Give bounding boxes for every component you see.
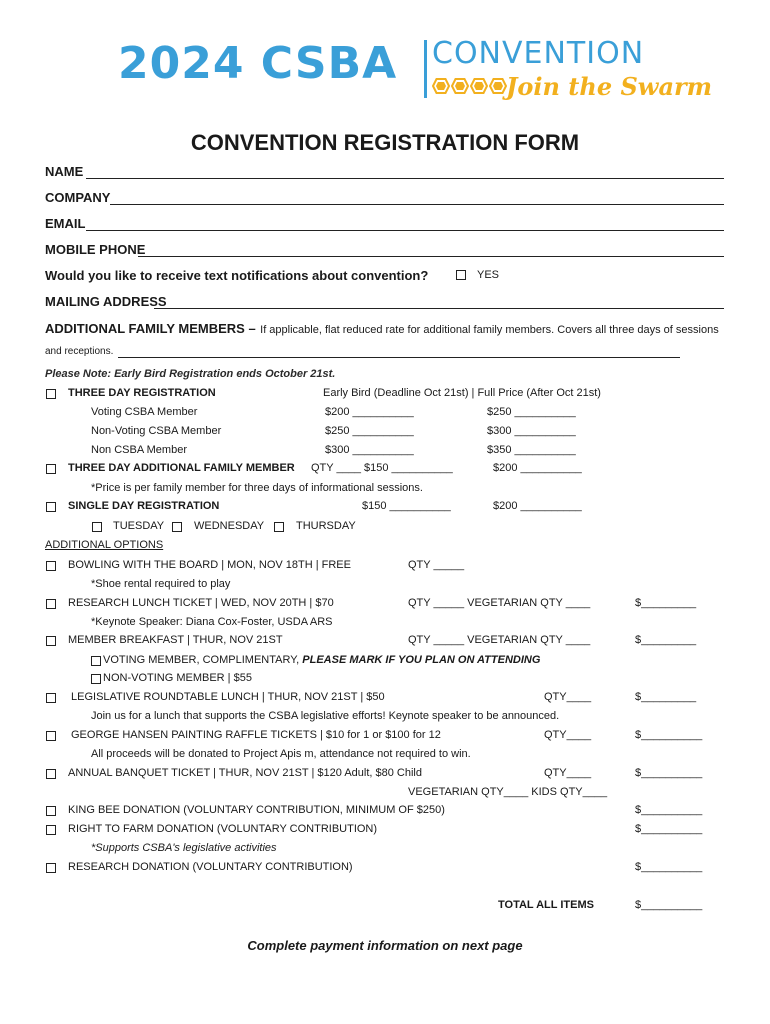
tuesday-label: TUESDAY [113, 520, 165, 532]
lunch-label: RESEARCH LUNCH TICKET | WED, NOV 20TH | $70 [68, 597, 334, 609]
bowling-qty[interactable]: QTY _____ [408, 559, 465, 571]
family-note: If applicable, flat reduced rate for additional family members. Covers all three days of sessions [260, 324, 719, 336]
farm-total[interactable]: $__________ [635, 823, 703, 835]
raffle-checkbox[interactable] [46, 731, 56, 741]
company-label: COMPANY [45, 190, 111, 205]
logo-tagline: Join the Swarm [506, 72, 713, 101]
wednesday-label: WEDNESDAY [194, 520, 265, 532]
family-member-label: THREE DAY ADDITIONAL FAMILY MEMBER [68, 462, 295, 474]
three-day-label: THREE DAY REGISTRATION [68, 387, 216, 399]
honeycomb-icon [470, 78, 488, 94]
bowling-label: BOWLING WITH THE BOARD | MON, NOV 18TH | FREE [68, 559, 351, 571]
logo-convention: CONVENTION [432, 36, 645, 71]
kingbee-checkbox[interactable] [46, 806, 56, 816]
family-note-2: and receptions. [45, 346, 114, 357]
wednesday-checkbox[interactable] [172, 522, 182, 532]
total-value[interactable]: $__________ [635, 899, 703, 911]
raffle-note: All proceeds will be donated to Project Apis m, attendance not required to win. [91, 748, 471, 760]
voting-breakfast-checkbox[interactable] [91, 656, 101, 666]
family-member-early[interactable]: QTY ____ $150 __________ [311, 462, 453, 474]
banquet-checkbox[interactable] [46, 769, 56, 779]
thursday-label: THURSDAY [296, 520, 356, 532]
family-member-full[interactable]: $200 __________ [493, 462, 582, 474]
mailing-field[interactable] [154, 308, 724, 309]
roundtable-note: Join us for a lunch that supports the CSBA legislative efforts! Keynote speaker to be announced. [91, 710, 560, 722]
mobile-field[interactable] [138, 256, 724, 257]
kingbee-total[interactable]: $__________ [635, 804, 703, 816]
farm-checkbox[interactable] [46, 825, 56, 835]
three-day-checkbox[interactable] [46, 389, 56, 399]
research-checkbox[interactable] [46, 863, 56, 873]
text-yes-label: YES [477, 269, 500, 281]
footer-note: Complete payment information on next page [247, 938, 523, 953]
banquet-qty[interactable]: QTY____ [544, 767, 592, 779]
total-label: TOTAL ALL ITEMS [498, 899, 594, 911]
banquet-veg-qty[interactable]: VEGETARIAN QTY____ KIDS QTY____ [408, 786, 608, 798]
lunch-total[interactable]: $_________ [635, 597, 697, 609]
lunch-note: *Keynote Speaker: Diana Cox-Foster, USDA ARS [91, 616, 333, 628]
honeycomb-icon [432, 78, 450, 94]
research-label: RESEARCH DONATION (VOLUNTARY CONTRIBUTION) [68, 861, 353, 873]
single-day-label: SINGLE DAY REGISTRATION [68, 500, 220, 512]
family-field[interactable] [118, 357, 680, 358]
breakfast-label: MEMBER BREAKFAST | THUR, NOV 21ST [68, 634, 283, 646]
price-header: Early Bird (Deadline Oct 21st) | Full Price (After Oct 21st) [323, 387, 601, 399]
roundtable-checkbox[interactable] [46, 693, 56, 703]
text-yes-checkbox[interactable] [456, 270, 466, 280]
family-price-note: *Price is per family member for three days of informational sessions. [91, 482, 423, 494]
nonvoting-full-price[interactable]: $300 __________ [487, 425, 576, 437]
lunch-checkbox[interactable] [46, 599, 56, 609]
email-field[interactable] [86, 230, 724, 231]
voting-breakfast-label: VOTING MEMBER, COMPLIMENTARY, [103, 654, 300, 666]
nonvoting-member-label: Non-Voting CSBA Member [91, 425, 222, 437]
research-total[interactable]: $__________ [635, 861, 703, 873]
nonvoting-early-price[interactable]: $250 __________ [325, 425, 414, 437]
mobile-label: MOBILE PHONE [45, 242, 146, 257]
name-field[interactable] [86, 178, 724, 179]
single-day-full[interactable]: $200 __________ [493, 500, 582, 512]
bowling-note: *Shoe rental required to play [91, 578, 231, 590]
early-bird-note: Please Note: Early Bird Registration ends October 21st. [45, 368, 336, 380]
nonvoting-breakfast-checkbox[interactable] [91, 674, 101, 684]
breakfast-qty[interactable]: QTY _____ VEGETARIAN QTY ____ [408, 634, 591, 646]
email-label: EMAIL [45, 216, 86, 231]
name-label: NAME [45, 164, 84, 179]
logo-year: 2024 CSBA [118, 38, 398, 89]
roundtable-qty[interactable]: QTY____ [544, 691, 592, 703]
voting-member-label: Voting CSBA Member [91, 406, 198, 418]
text-question: Would you like to receive text notifications about convention? [45, 268, 429, 283]
lunch-qty[interactable]: QTY _____ VEGETARIAN QTY ____ [408, 597, 591, 609]
bowling-checkbox[interactable] [46, 561, 56, 571]
nonvoting-breakfast-label: NON-VOTING MEMBER | $55 [103, 672, 252, 684]
honeycomb-icon [489, 78, 507, 94]
farm-note: *Supports CSBA's legislative activities [91, 842, 277, 854]
thursday-checkbox[interactable] [274, 522, 284, 532]
voting-breakfast-line [103, 654, 540, 666]
options-heading: ADDITIONAL OPTIONS [45, 539, 164, 551]
noncsba-early-price[interactable]: $300 __________ [325, 444, 414, 456]
kingbee-label: KING BEE DONATION (VOLUNTARY CONTRIBUTION, MINIMUM OF $250) [68, 804, 445, 816]
raffle-total[interactable]: $__________ [635, 729, 703, 741]
banquet-label: ANNUAL BANQUET TICKET | THUR, NOV 21ST | $120 Adult, $80 Child [68, 767, 422, 779]
noncsba-member-label: Non CSBA Member [91, 444, 187, 456]
noncsba-full-price[interactable]: $350 __________ [487, 444, 576, 456]
tuesday-checkbox[interactable] [92, 522, 102, 532]
raffle-label: GEORGE HANSEN PAINTING RAFFLE TICKETS | $10 for 1 or $100 for 12 [71, 729, 441, 741]
banquet-total[interactable]: $__________ [635, 767, 703, 779]
farm-label: RIGHT TO FARM DONATION (VOLUNTARY CONTRIBUTION) [68, 823, 378, 835]
breakfast-total[interactable]: $_________ [635, 634, 697, 646]
raffle-qty[interactable]: QTY____ [544, 729, 592, 741]
voting-full-price[interactable]: $250 __________ [487, 406, 576, 418]
mailing-label: MAILING ADDRESS [45, 294, 167, 309]
single-day-early[interactable]: $150 __________ [362, 500, 451, 512]
family-label: ADDITIONAL FAMILY MEMBERS – [45, 321, 256, 336]
family-line [45, 320, 719, 338]
single-day-checkbox[interactable] [46, 502, 56, 512]
form-title: CONVENTION REGISTRATION FORM [190, 130, 580, 155]
roundtable-label: LEGISLATIVE ROUNDTABLE LUNCH | THUR, NOV 21ST | $50 [71, 691, 385, 703]
roundtable-total[interactable]: $_________ [635, 691, 697, 703]
honeycomb-icon [451, 78, 469, 94]
logo-divider [424, 40, 427, 98]
breakfast-checkbox[interactable] [46, 636, 56, 646]
family-member-checkbox[interactable] [46, 464, 56, 474]
voting-breakfast-note: PLEASE MARK IF YOU PLAN ON ATTENDING [302, 654, 541, 666]
company-field[interactable] [110, 204, 724, 205]
voting-early-price[interactable]: $200 __________ [325, 406, 414, 418]
